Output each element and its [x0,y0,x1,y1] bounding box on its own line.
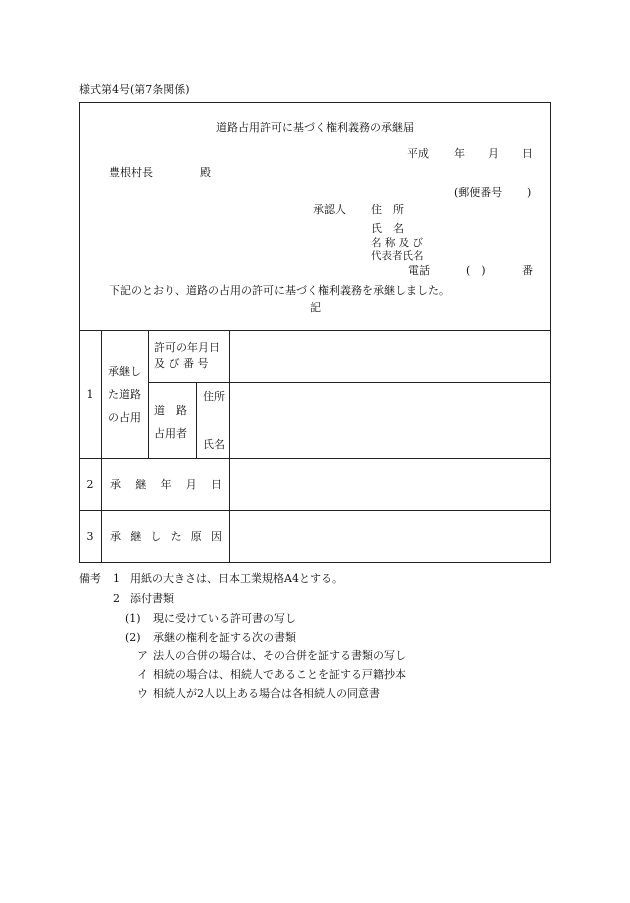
row2-label-char: 日 [211,478,222,491]
occupant-address-label: 住所 [203,390,225,403]
phone-ban: 番 [522,264,533,277]
row2-label [110,479,222,490]
occupant-name-label: 氏名 [203,438,225,451]
table-top-line [79,330,551,331]
row3-label-char: 継 [130,530,142,543]
date-month: 月 [488,147,499,160]
row1-inner-line [148,382,551,383]
postal-code-close: ) [527,186,532,199]
note-subsub-a-marker: ア [137,649,148,662]
addressee-name: 豊根村長 [109,166,153,179]
ki-label: 記 [310,301,321,314]
applicant-role: 承認人 [313,203,346,216]
note-subsub-a-text: 法人の合併の場合は、その合併を証する書類の写し [153,649,406,662]
note-2-number: 2 [113,592,120,605]
row1-bottom-line [79,458,551,459]
row3-label-char: た [170,530,182,543]
applicant-org-label-1: 名 称 及 び [371,237,424,249]
note-sub-1-number: (1) [125,612,141,625]
applicant-org-label-2: 代表者氏名 [371,250,424,262]
date-year: 年 [454,147,465,160]
statement: 下記のとおり、道路の占用の許可に基づく権利義務を承継しました。 [109,284,450,297]
note-subsub-i-marker: イ [137,668,148,681]
row3-label-char: 因 [210,530,222,543]
row3-label-char: 原 [190,530,202,543]
note-subsub-u-marker: ウ [137,687,148,700]
phone-label: 電話 [408,264,430,277]
row1-label-line-2: た道路 [108,388,141,401]
form-title: 道路占用許可に基づく権利義務の承継届 [216,121,414,134]
notes-heading: 備考 [79,572,101,585]
row1-number: 1 [86,388,94,401]
note-subsub-u-text: 相続人が2人以上ある場合は各相続人の同意書 [153,687,380,700]
occupant-column-line [196,382,197,458]
row2-label-char: 承 [110,478,121,491]
row1-label-column-line [148,330,149,458]
occupant-label-1: 道 路 [154,404,187,417]
row3-label-char: 承 [110,530,121,543]
postal-code-label: (郵便番号 [454,186,503,199]
row3-label [110,531,222,542]
note-2-text: 添付書類 [130,592,174,605]
row2-label-char: 年 [160,478,172,491]
value-column-line [229,330,230,563]
note-1-number: 1 [113,572,120,585]
occupant-label-2: 占用者 [154,427,187,440]
note-subsub-i-text: 相続の場合は、相続人であることを証する戸籍抄本 [153,668,406,681]
addressee-honorific: 殿 [200,166,211,179]
note-sub-2-text: 承継の権利を証する次の書類 [153,631,296,644]
row2-label-char: 月 [185,478,197,491]
note-1-text: 用紙の大きさは、日本工業規格A4とする。 [130,572,343,585]
row1-label-line-3: の占用 [108,411,141,424]
note-sub-2-number: (2) [125,631,141,644]
permit-date-label-2: 及 び 番 号 [154,357,209,370]
applicant-name-label: 氏 名 [371,222,404,235]
date-day: 日 [522,147,533,160]
number-column-line [101,330,102,563]
row1-label-line-1: 承継し [108,365,141,378]
row2-label-char: 継 [135,478,147,491]
row3-label-char: し [150,530,162,543]
note-sub-1-text: 現に受けている許可書の写し [153,612,296,625]
date-era: 平成 [407,147,429,160]
row2-number: 2 [86,478,94,491]
phone-paren: ( ) [466,264,486,277]
row3-number: 3 [86,530,94,543]
form-number: 様式第4号(第7条関係) [79,83,190,96]
row2-bottom-line [79,510,551,511]
permit-date-label-1: 許可の年月日 [154,341,220,354]
applicant-address-label: 住 所 [371,203,404,216]
